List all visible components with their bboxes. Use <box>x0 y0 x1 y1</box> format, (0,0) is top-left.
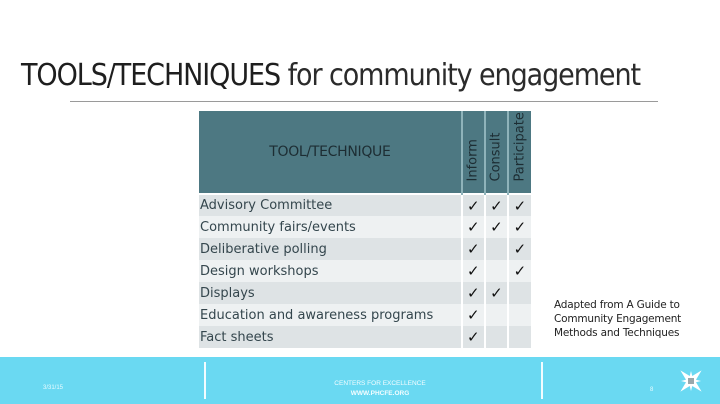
check-icon: ✓ <box>485 282 508 304</box>
check-icon: ✓ <box>462 194 485 216</box>
slide-title-rest: for community engagement <box>280 58 640 93</box>
table-header-row <box>199 111 531 194</box>
column-header-consult: Consult <box>485 111 508 194</box>
table-row <box>199 282 531 304</box>
column-header-tool: TOOL/TECHNIQUE <box>199 111 462 194</box>
check-icon: ✓ <box>462 238 485 260</box>
check-icon <box>485 304 508 326</box>
check-icon <box>485 260 508 282</box>
check-icon <box>485 326 508 348</box>
check-icon: ✓ <box>485 194 508 216</box>
check-icon: ✓ <box>462 260 485 282</box>
column-header-inform: Inform <box>462 111 485 194</box>
table-row <box>199 304 531 326</box>
tool-name: Fact sheets <box>199 326 462 348</box>
tool-name: Advisory Committee <box>199 194 462 216</box>
tool-name: Deliberative polling <box>199 238 462 260</box>
check-icon <box>508 304 531 326</box>
slide-footer <box>0 357 720 404</box>
check-icon: ✓ <box>485 216 508 238</box>
table-row <box>199 238 531 260</box>
page-number: 8 <box>650 387 654 393</box>
check-icon: ✓ <box>508 216 531 238</box>
tool-name: Displays <box>199 282 462 304</box>
footer-divider <box>541 362 543 399</box>
tools-table <box>199 111 531 348</box>
tool-name: Design workshops <box>199 260 462 282</box>
table-row <box>199 260 531 282</box>
check-icon: ✓ <box>462 304 485 326</box>
tool-name: Education and awareness programs <box>199 304 462 326</box>
slide-title <box>21 58 640 93</box>
tool-name: Community fairs/events <box>199 216 462 238</box>
slide-title-emphasis: TOOLS/TECHNIQUES <box>21 58 281 93</box>
table-row <box>199 326 531 348</box>
column-header-participate: Participate <box>508 111 531 194</box>
footer-date: 3/31/15 <box>43 385 64 391</box>
footer-org-name: CENTERS FOR EXCELLENCE <box>334 380 426 387</box>
title-underline <box>70 101 658 102</box>
check-icon: ✓ <box>462 216 485 238</box>
check-icon: ✓ <box>508 238 531 260</box>
check-icon: ✓ <box>462 326 485 348</box>
star-burst-logo-icon <box>675 365 707 397</box>
footer-divider <box>204 362 206 399</box>
source-note: Adapted from A Guide to Community Engagement Methods and Techniques <box>554 299 682 339</box>
check-icon: ✓ <box>508 260 531 282</box>
check-icon <box>508 282 531 304</box>
footer-org-url: WWW.PHCFE.ORG <box>350 390 410 397</box>
check-icon: ✓ <box>508 194 531 216</box>
table-row <box>199 216 531 238</box>
footer-org <box>300 379 460 399</box>
check-icon <box>485 238 508 260</box>
check-icon <box>508 326 531 348</box>
table-row <box>199 194 531 216</box>
check-icon: ✓ <box>462 282 485 304</box>
